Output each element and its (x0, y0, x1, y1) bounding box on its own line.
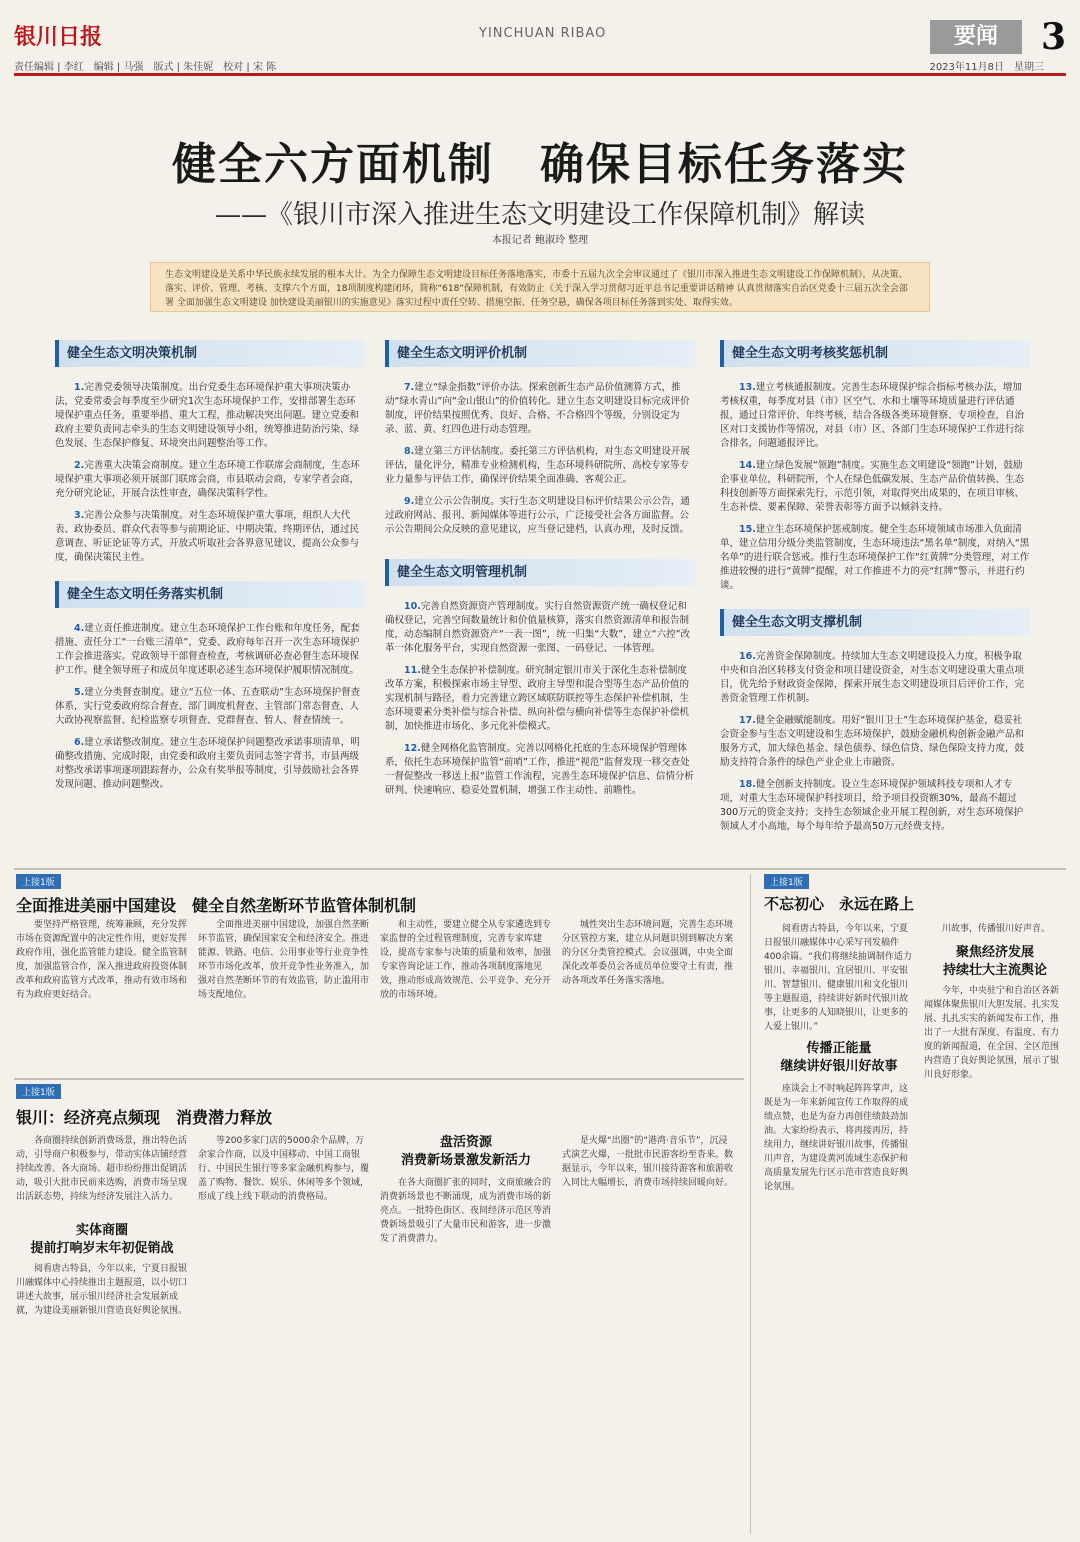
jump-tag: 上接1版 (764, 874, 809, 889)
jump-tag: 上接1版 (16, 874, 61, 889)
jump-tag: 上接1版 (16, 1084, 61, 1099)
feature-byline: 本报记者 鲍淑玲 整理 (491, 235, 589, 246)
section-paragraph: 11.健全生态保护补偿制度。研究制定银川市关于深化生态补偿制度改革方案，积极探索市场主导型、政府主导型和混合型等生态产品价值的实现机制与路径，着力完善建立跨区域联防联控等生态保护补偿机制，生态环境要素分类补偿与综合补偿、纵向补偿与横向补偿等生态保护补偿机制，加快推进市场化、多元化补偿模式。 (385, 665, 690, 732)
story-subheading: 盘活资源 消费新场景激发新活力 (400, 1135, 531, 1168)
section-paragraph: 9.建立公示公告制度。实行生态文明建设目标评价结果公示公告，通过政府网站、报刊、新闻媒体等进行公示，广泛接受社会各方面监督。公示公告期间公众反映的意见建议，应当登记建档，认真办理，及时反馈。 (385, 496, 690, 535)
story-column: 座谈会上不时响起阵阵掌声，这既是为一年来新闻宣传工作取得的成绩点赞，也是为奋力再创佳绩鼓劲加油。大家纷纷表示，将再接再厉，持续用力，继续讲好银川故事，传播银川声音，为建设黄河流域生态保护和高质量发展先行区示范市营造良好舆论氛围。 (764, 1084, 909, 1192)
story-column: 和主动性，要建立健全从专家遴选到专家监督的全过程管理制度，完善专家库建设，提高专家参与决策的质量和效率，加强专家咨询论证工作，推动各项制度落地见效，推动形成高效规范、公平竞争、充分开放的市场环境。 (380, 920, 552, 1000)
section-paragraph: 10.完善自然资源资产管理制度。实行自然资源资产统一确权登记和确权登记，完善空间数量统计和价值量核算，落实自然资源清单和报告制度，动态编制自然资源资产“一表一图”，统一归集“大数”，建立“六控”改革一体化服务平台，实现自然资源一张图、一码登记、一体管理。 (385, 601, 691, 654)
story-subheading: 传播正能量 继续讲好银川好故事 (780, 1041, 898, 1074)
feature-column-middle (385, 340, 695, 806)
page-number: 3 (1040, 16, 1066, 58)
section-paragraph: 2.完善重大决策会商制度。建立生态环境工作联席会商制度，生态环境保护重大事项必须开展部门联席会商，市县联动会商，专家学者会商，充分研究论证，开展合法性审查，确保决策科学性。 (55, 460, 360, 499)
story-column: 阅看唐古特县，今年以来，宁夏日报银川融媒体中心持续推出主题报道，以小切口讲述大故事，展示银川经济社会发展新成就，为建设美丽新银川营造良好舆论氛围。 (16, 1264, 188, 1316)
section-paragraph: 7.建立“绿金指数”评价办法。探索创新生态产品价值测算方式，推动“绿水青山”向“金山银山”的价值转化。建立生态文明建设目标完成评价制度，评价结果按照优秀、良好、合格、不合格四个等级，分别设定为录、蓝、黄、红四色进行动态管理。 (385, 382, 690, 435)
story-column: 全面推进美丽中国建设，加强自然垄断环节监管，确保国家安全和经济安全。推进能源、铁路、电信、公用事业等行业竞争性环节市场化改革，放开竞争性业务准入，加强对自然垄断环节的有效监管，防止滥用市场支配地位。 (198, 920, 370, 1000)
masthead (14, 14, 1066, 60)
section-paragraph: 1.完善党委领导决策制度。出台党委生态环境保护重大事项决策办法，党委常委会每季度至少研究1次生态环境保护工作，安排部署生态环境保护重点任务，重要举措、重大工程，推动解决突出问题。建立党委和政府主要负责同志牵头的生态文明建设领导小组，统筹推进防治污染、绿色发展、生态保护修复、环境突出问题整治等工作。 (55, 382, 360, 449)
section-heading: 健全生态文明管理机制 (385, 559, 695, 586)
masthead-pinyin: YINCHUAN RIBAO (479, 26, 607, 41)
column-rule (750, 874, 751, 1534)
section-paragraph: 13.建立考核通报制度。完善生态环境保护综合指标考核办法，增加考核权重，每季度对县（市）区空气、水和土壤等环境质量进行评估通报，通过日常评价、年终考核，结合各级各类环境督察、专项检查，自治区对口支援协作等情况，对县（市）区、各部门生态环境保护工作进行综合排名，问题通报评比。 (720, 382, 1025, 449)
section-paragraph: 5.建立分类督查制度。建立“五位一体、五查联动”生态环境保护督查体系，实行党委政府综合督查、部门调度机督查、主管部门常态督查、人大政协视察监督、纪检监察专项督查、党群督查、暂人、督查情统一。 (55, 687, 361, 726)
section-label: 要闻 (930, 20, 1022, 54)
section-paragraph: 16.完善资金保障制度。持续加大生态文明建设投入力度，积极争取中央和自治区转移支付资金和项目建设资金，对生态文明建设重大重点项目，优先给予财政资金保障，探索开展生态文明建设项目后评价工作，完善资金管理工作机制。 (720, 651, 1025, 704)
feature-column-right (720, 340, 1030, 842)
story-column: 阅看唐古特县，今年以来，宁夏日报银川融媒体中心采写刊发稿件400余篇。“我们将继续抽调制作适力银川、幸福银川、宜居银川、平安银川、智慧银川、健康银川和文化银川等主题报道，持续讲好新时代银川故事，让更多的人知晓银川，让更多的人爱上银川。” (764, 924, 912, 1032)
story-column: 在各大商圈扩张的同时，文商旅融合的消费新场景也不断涌现，成为消费市场的新亮点。一批特色街区、夜间经济示范区等消费新场景吸引了大量市民和游客，进一步激发了消费潜力。 (380, 1178, 552, 1244)
section-paragraph: 15.建立生态环境保护惩戒制度。健全生态环境领域市场准入负面清单，建立信用分级分类监管制度，生态环境违法“黑名单”制度，对纳入“黑名单”的进行联合惩戒。推行生态环境保护工作“红黄牌”分类管理，对工作推进较慢的进行“黄牌”提醒，对工作推进不力的亮“红牌”警示，并进行约谈。 (720, 524, 1030, 591)
story-subheading: 实体商圈 提前打响岁末年初促销战 (30, 1223, 174, 1256)
story-column: 各商圈持续创新消费场景，推出特色活动，引导商户积极参与，带动实体店铺经营持续改善。各大商场、超市纷纷推出促销活动，吸引大批市民前来选购，消费市场呈现出活跃态势，持续为经济发展注入活力。 (16, 1136, 188, 1202)
section-paragraph: 8.建立第三方评估制度。委托第三方评估机构，对生态文明建设开展评估，量化评分，精准专业检测机构，生态环境科研院所、高校专家等专业力量参与评估工作，确保评价结果全面准确、客观公正。 (385, 446, 690, 485)
section-paragraph: 3.完善公众参与决策制度。对生态环境保护重大事项，组织人大代表、政协委员、群众代表等参与前期论证、中期决策、终期评估，通过民意调查、听证论证等方式，开放式听取社会各界意见建议，提高公众参与度，确保决策民主性。 (55, 510, 360, 563)
section-heading: 健全生态文明考核奖惩机制 (720, 340, 1030, 367)
feature-subhead: ——《银川市深入推进生态文明建设工作保障机制》解读 (214, 200, 865, 230)
section-paragraph: 18.健全创新支持制度。设立生态环境保护领域科技专项和人才专项，对重大生态环境保护科技项目，给予项目投资额30%，最高不超过300万元的资金支持；支持生态领域企业开展工程创新，对生态环境保护领域人才小高地，每个每年给予最高50万元经费支持。 (720, 779, 1024, 832)
section-divider (14, 868, 1066, 870)
feature-headline: 健全六方面机制 确保目标任务落实 (172, 139, 908, 190)
section-paragraph: 4.建立责任推进制度。建立生态环境保护工作台账和年度任务，配套措施、责任分工“一台账三清单”，党委、政府每年召开一次生态环境保护工作会推进落实。党政领导干部督查检查，考核调研必查必督生态环境保护工作。健全领导班子和成员年度述职必述生态环境保护履职情况制度。 (55, 623, 360, 676)
top-rule (14, 73, 1066, 76)
story-column: 要坚持严格管理，统筹兼顾，充分发挥市场在资源配置中的决定性作用，更好发挥政府作用，强化监管能力建设。健全监管制度，加强监管合作，深入推进政府投资体制改革和政府监管方式改革，推动有效市场和有为政府更好结合。 (16, 920, 188, 1000)
section-heading: 健全生态文明任务落实机制 (55, 581, 365, 608)
story-column: 城性突出生态环境问题，完善生态环境分区管控方案，建立从问题识别到解决方案的分区分类管控模式。会议强调，中央全面深化改革委员会各成员单位要守土有责，推动各项改革任务落实落地。 (562, 920, 734, 986)
story-column: 今年，中央驻宁和自治区各新闻媒体聚焦银川大胆发展、扎实发展、扎扎实实的新闻发布工作，推出了一大批有深度、有温度、有力度的新闻报道，在全国、全区范围内营造了良好舆论氛围，展示了银川良好形象。 (924, 986, 1060, 1080)
section-heading: 健全生态文明决策机制 (55, 340, 365, 367)
story-title: 不忘初心 永远在路上 (764, 895, 915, 913)
section-paragraph: 14.建立绿色发展“领跑”制度。实施生态文明建设“领跑”计划，鼓励企事业单位，科研院所，个人在绿色低碳发展、生态产品价值转换、生态科技创新等方面探索先行，示范引领，对取得突出成果的，在项目审核、生态补偿、要素保障、荣誉表彰等方面予以倾斜支持。 (720, 460, 1025, 513)
editors-line: 责任编辑 | 李红 编辑 | 马强 版式 | 朱佳妮 校对 | 宋 陈 (14, 62, 277, 73)
feature-column-left (55, 340, 365, 800)
section-paragraph: 17.健全金融赋能制度。用好“银川卫士”生态环境保护基金，稳妥社会资金参与生态文明建设和生态环境保护，鼓励金融机构创新金融产品和服务方式，加大绿色基金、绿色债券、绿色信贷、绿色保险支持力度，鼓励支持符合条件的绿色产业企业上市融资。 (720, 715, 1025, 768)
story-column: 是火爆“出圈”的“港湾·音乐节”，沉浸式演艺火爆，一批批市民游客纷至沓来。数据显示，今年以来，银川接待游客和旅游收入同比大幅增长，消费市场持续回暖向好。 (562, 1136, 734, 1188)
story-title: 全面推进美丽中国建设 健全自然垄断环节监管体制机制 (16, 896, 417, 915)
section-heading: 健全生态文明支撑机制 (720, 609, 1030, 636)
section-paragraph: 6.建立承诺整改制度。建立生态环境保护问题整改承诺事项清单，明确整改措施、完成时限，由党委和政府主要负责同志签字背书，市县两级对整改承诺事项逐项跟踪督办，公众有奖举报等制度，引导鼓励社会各界发现问题、推动问题整改。 (55, 737, 360, 790)
issue-date: 2023年11月8日 星期三 (929, 62, 1044, 73)
section-divider (14, 1078, 744, 1080)
story-title: 银川：经济亮点频现 消费潜力释放 (16, 1108, 273, 1127)
story-subheading: 聚焦经济发展 持续壮大主流舆论 (942, 945, 1047, 978)
story-column: 川故事，传播银川好声音。 (942, 924, 1051, 934)
feature-intro: 生态文明建设是关系中华民族永续发展的根本大计。为全力保障生态文明建设目标任务落地落实，市委十五届九次全会审议通过了《银川市深入推进生态文明建设工作保障机制》，从决策、落实、评价、管理、考核、支撑六个方面，18项制度构建闭环，简称“618”保障机制，有效防止《关于深入学习贯彻习近平总书记重要讲话精神 认真贯彻落实自治区党委十三届五次全会部署 全面加强生态文明建设 加快建设美丽银川的实施意见》落实过程中责任空转、措施空振、任务空悬，确保各项目标任务落到实处、取得实效。 (150, 262, 930, 312)
newspaper-logo: 银川日报 (14, 24, 103, 50)
section-heading: 健全生态文明评价机制 (385, 340, 695, 367)
section-paragraph: 12.健全网格化监管制度。完善以网格化托底的生态环境保护管理体系，依托生态环境保护监管“前哨”工作，推进“视范”监督发现一移交查处一督促整改一移送上报“监管工作流程，完善生态环境保护信息、信情分析研判、快速响应、稳妥处置机制，增强工作主动性、前瞻性。 (385, 743, 694, 796)
story-column: 等200多家门店的5000余个品牌，万余家合作商，以及中国移动、中国工商银行、中国民生银行等多家金融机构参与，覆盖了购物、餐饮、娱乐、休闲等多个领域，形成了线上线下联动的消费格局。 (198, 1136, 370, 1202)
